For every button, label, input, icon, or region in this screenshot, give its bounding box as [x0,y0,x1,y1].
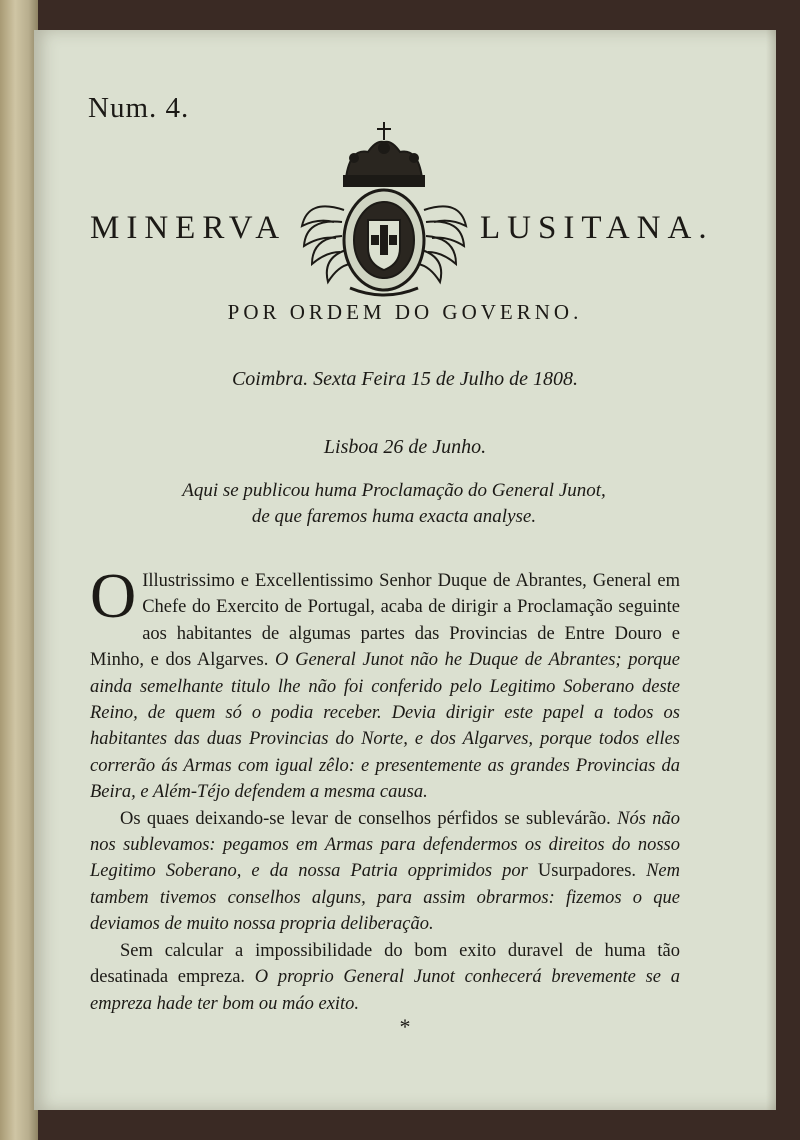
lead-line: Aqui se publicou huma Proclamação do General Junot, [182,480,606,501]
masthead-title-left: MINERVA [90,210,287,246]
page-edge-shadow [766,30,776,1110]
end-mark: * [399,1014,411,1039]
paragraph-2-word: Usurpadores. [537,861,637,882]
book-binding [0,0,38,1140]
masthead-subtitle: POR ORDEM DO GOVERNO. [227,300,583,324]
paragraph-3 [90,938,680,1017]
paragraph-3-commentary: O proprio General Junot conhecerá brevemente se a empreza hade ter bom ou máo exito. [90,967,680,1014]
royal-coat-of-arms-emblem [298,118,470,300]
masthead-title-right: LUSITANA. [480,210,714,246]
paragraph-2-commentary-a: Nós não nos sublevamos: pegamos em Armas para defendermos os direitos do nosso Legitimo Soberano, e da nossa Patria opprimidos por [90,808,680,882]
newspaper-page [34,30,776,1110]
article-dateline: Lisboa 26 de Junho. [323,436,487,458]
article-lead [114,478,674,530]
paragraph-2 [90,806,680,938]
lead-line: de que faremos huma exacta analyse. [251,506,537,527]
drop-cap: O [90,560,137,631]
dateline: Coimbra. Sexta Feira 15 de Julho de 1808. [231,368,579,390]
paragraph-1-text: Illustrissimo e Excellentissimo Senhor Duque de Abrantes, General em Chefe do Exercito de Portugal, acaba de dirigir a Proclamação seguinte aos habitantes de algumas partes das Provincias de Entre Douro e Minho, e dos Algarves. [90,571,680,671]
paragraph-2-quote: Os quaes deixando-se levar de conselhos pérfidos se sublevárão. [120,808,611,829]
paragraph-2-commentary-b: Nem tambem tivemos conselhos alguns, para assim obrarmos: fizemos o que deviamos de muito nossa propria deliberação. [90,861,681,935]
paragraph-3-quote: Sem calcular a impossibilidade do bom exito duravel de huma tão desatinada empreza. [90,940,680,988]
paragraph-1-commentary: O General Junot não he Duque de Abrantes; porque ainda semelhante titulo lhe não foi conferido pelo Legitimo Soberano deste Reino, de quem só o podia receber. Devia dirigir este papel a todos os habitantes das duas Provincias do Norte, e dos Algarves, porque todos elles correrão ás Armas com igual zêlo: e presentemente as grandes Provincias da Beira, e Além-Téjo defendem a mesma causa. [90,650,681,803]
issue-number: Num. 4. [88,92,190,124]
paragraph-1 [90,560,681,806]
article-body [90,560,681,1017]
